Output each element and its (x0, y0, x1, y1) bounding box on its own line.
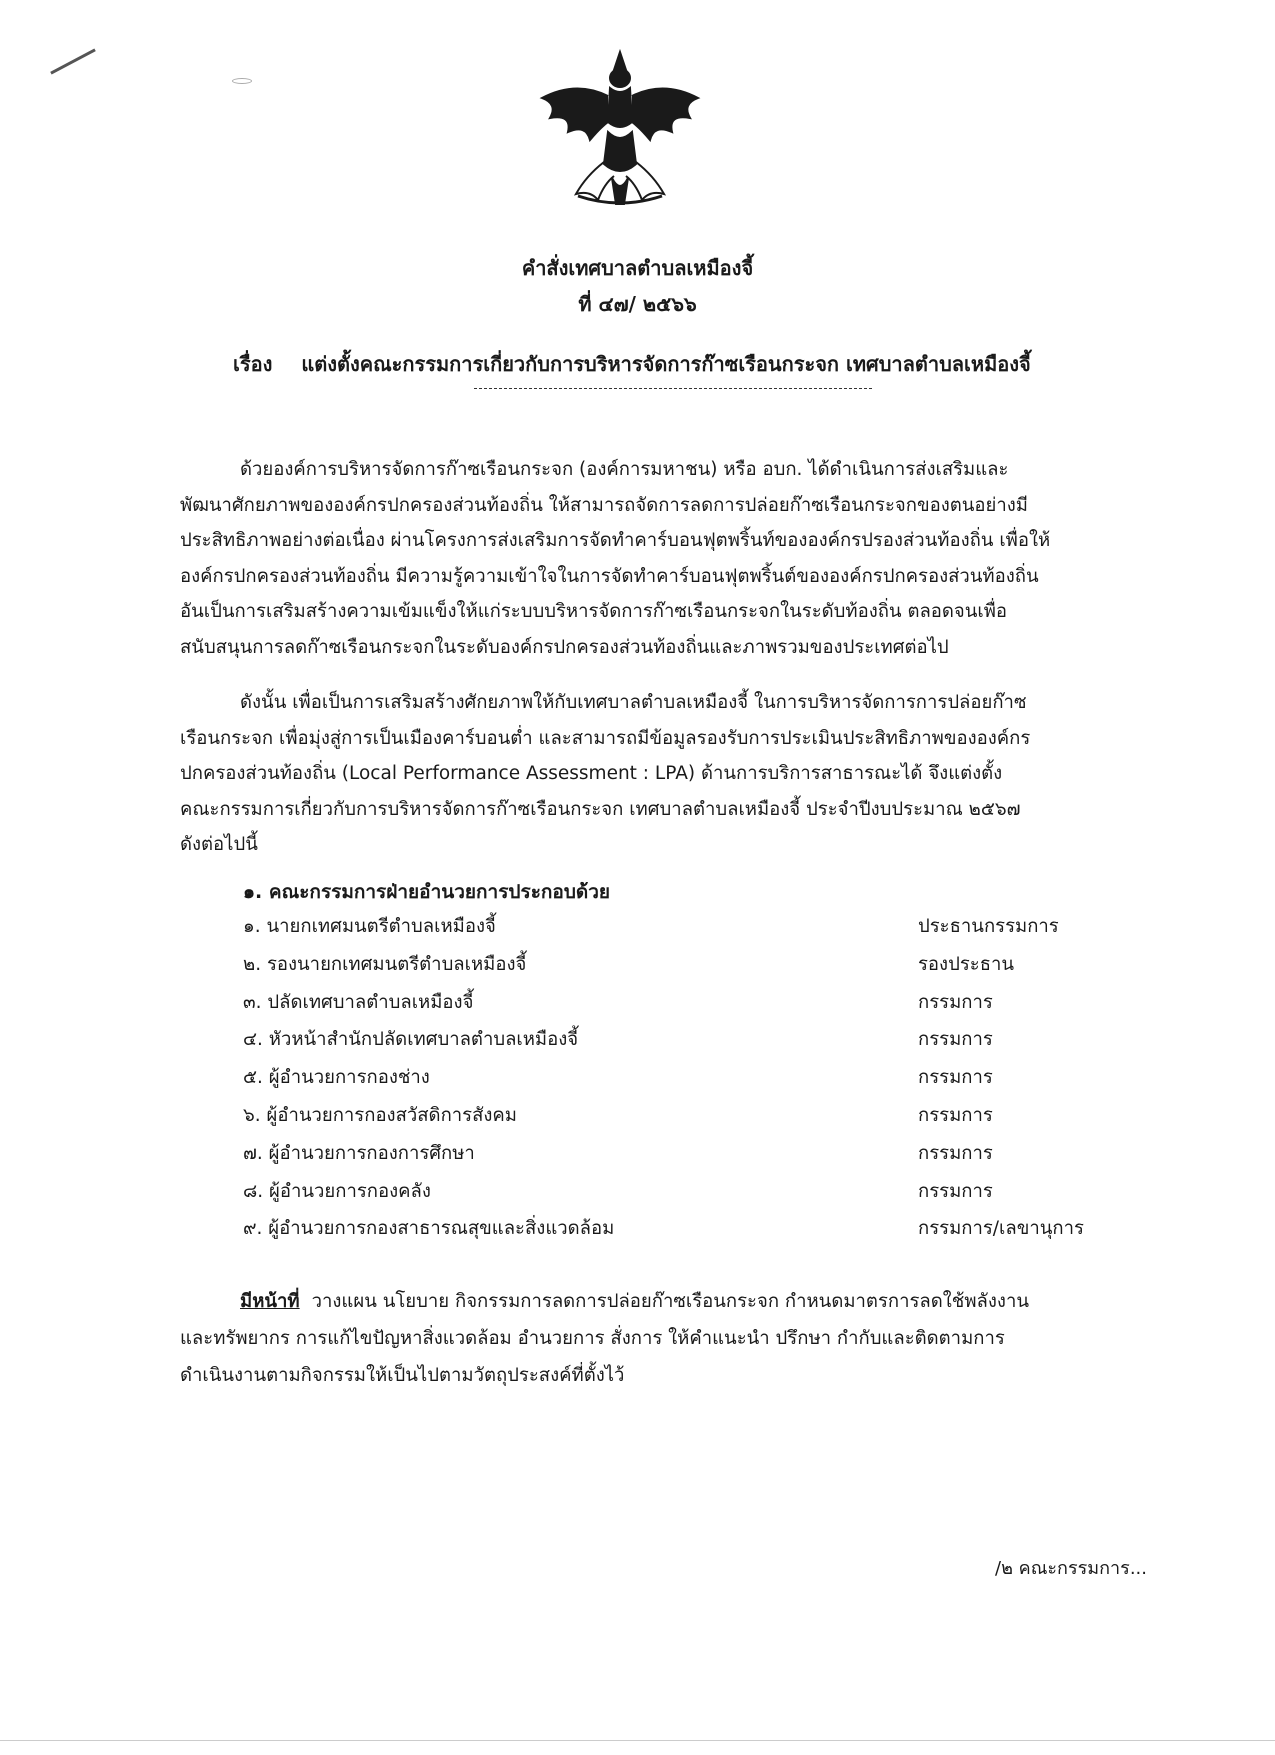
committee-list (243, 908, 1123, 1248)
paper-speck (232, 78, 252, 84)
section-heading: ๑. คณะกรรมการฝ่ายอำนวยการประกอบด้วย (243, 881, 611, 903)
scan-edge (0, 1740, 1275, 1741)
member-name: ๒. รองนายกเทศมนตรีตำบลเหมืองจี้ (243, 953, 527, 975)
member-name: ๗. ผู้อำนวยการกองการศึกษา (243, 1142, 475, 1164)
member-role: กรรมการ (918, 1180, 993, 1202)
member-name: ๘. ผู้อำนวยการกองคลัง (243, 1180, 431, 1202)
paragraph-line: คณะกรรมการเกี่ยวกับการบริหารจัดการก๊าซเรือนกระจก เทศบาลตำบลเหมืองจี้ ประจำปีงบประมาณ ๒๕๖๗ (180, 798, 1021, 820)
duty-line: และทรัพยากร การแก้ไขปัญหาสิ่งแวดล้อม อำนวยการ สั่งการ ให้คำแนะนำ ปรึกษา กำกับและติดตามการ (180, 1328, 1005, 1349)
member-role: กรรมการ (918, 1104, 993, 1126)
duty-text: วางแผน นโยบาย กิจกรรมการลดการปล่อยก๊าซเรือนกระจก กำหนดมาตรการลดใช้พลังงาน (311, 1291, 1029, 1312)
member-name: ๑. นายกเทศมนตรีตำบลเหมืองจี้ (243, 916, 496, 937)
subject-label: เรื่อง (233, 352, 273, 376)
member-role: กรรมการ (918, 1142, 993, 1164)
committee-member (243, 908, 1123, 946)
separator-dashes (474, 388, 872, 389)
paragraph-line: ปกครองส่วนท้องถิ่น (Local Performance Assessment : LPA) ด้านการบริการสาธารณะได้ จึงแต่งตั้ง (180, 763, 1003, 784)
committee-member (243, 1059, 1123, 1097)
subject-line (233, 348, 1031, 380)
paragraph-intro (180, 452, 1138, 665)
member-name: ๕. ผู้อำนวยการกองช่าง (243, 1067, 430, 1089)
committee-member (243, 984, 1123, 1022)
member-role: กรรมการ (918, 991, 993, 1013)
member-role: ประธานกรรมการ (918, 916, 1059, 937)
paragraph-line: ด้วยองค์การบริหารจัดการก๊าซเรือนกระจก (องค์การมหาชน) หรือ อบก. ได้ดำเนินการส่งเสริมและ (240, 459, 1009, 480)
paragraph-line: สนับสนุนการลดก๊าซเรือนกระจกในระดับองค์กรปกครองส่วนท้องถิ่นและภาพรวมของประเทศต่อไป (180, 636, 949, 658)
subject-text: แต่งตั้งคณะกรรมการเกี่ยวกับการบริหารจัดการก๊าซเรือนกระจก เทศบาลตำบลเหมืองจี้ (301, 352, 1031, 376)
paragraph-line: พัฒนาศักยภาพขององค์กรปกครองส่วนท้องถิ่น ให้สามารถจัดการลดการปล่อยก๊าซเรือนกระจกของตนอย่างมี (180, 494, 1028, 516)
paragraph-line: ดังนั้น เพื่อเป็นการเสริมสร้างศักยภาพให้กับเทศบาลตำบลเหมืองจี้ ในการบริหารจัดการการปล่อยก๊าซ (240, 692, 1027, 713)
committee-member (243, 1135, 1123, 1173)
member-role: กรรมการ/เลขานุการ (918, 1218, 1084, 1240)
committee-member (243, 1097, 1123, 1135)
document-title: คำสั่งเทศบาลตำบลเหมืองจี้ (521, 256, 754, 280)
paragraph-line: อันเป็นการเสริมสร้างความเข้มแข็งให้แก่ระบบบริหารจัดการก๊าซเรือนกระจกในระดับท้องถิ่น ตลอดจนเพื่อ (180, 601, 1008, 622)
member-name: ๖. ผู้อำนวยการกองสวัสดิการสังคม (243, 1104, 517, 1126)
member-role: รองประธาน (918, 953, 1015, 975)
member-name: ๓. ปลัดเทศบาลตำบลเหมืองจี้ (243, 991, 474, 1013)
paragraph-line: ประสิทธิภาพอย่างต่อเนื่อง ผ่านโครงการส่งเสริมการจัดทำคาร์บอนฟุตพริ้นท์ขององค์กรปรองส่วนท้องถิ่น เพื่อให้ (180, 530, 1051, 551)
duty-label: มีหน้าที่ (240, 1291, 300, 1312)
paragraph-line: เรือนกระจก เพื่อมุ่งสู่การเป็นเมืองคาร์บอนต่ำ และสามารถมีข้อมูลรองรับการประเมินประสิทธิภาพขององค์กร (180, 727, 1031, 749)
member-name: ๔. หัวหน้าสำนักปลัดเทศบาลตำบลเหมืองจี้ (243, 1029, 579, 1051)
paragraph-line: องค์กรปกครองส่วนท้องถิ่น มีความรู้ความเข้าใจในการจัดทำคาร์บอนฟุตพริ้นต์ขององค์กรปกครองส่วนท้องถิ่น (180, 565, 1039, 587)
member-role: กรรมการ (918, 1029, 993, 1051)
garuda-emblem-icon (528, 44, 712, 214)
paragraph-line: ดังต่อไปนี้ (180, 834, 258, 855)
member-name: ๙. ผู้อำนวยการกองสาธารณสุขและสิ่งแวดล้อม (243, 1218, 615, 1240)
continuation-note: /๒ คณะกรรมการ... (995, 1558, 1147, 1579)
committee-member (243, 1173, 1123, 1211)
member-role: กรรมการ (918, 1067, 993, 1089)
duty-first-line (180, 1283, 1140, 1320)
document-number: ที่ ๔๗/ ๒๕๖๖ (578, 292, 697, 316)
committee-member (243, 1210, 1123, 1248)
paragraph-order (180, 685, 1138, 863)
committee-member (243, 946, 1123, 984)
duty-paragraph (180, 1283, 1140, 1394)
pen-mark (50, 48, 96, 74)
duty-line: ดำเนินงานตามกิจกรรมให้เป็นไปตามวัตถุประสงค์ที่ตั้งไว้ (180, 1365, 625, 1386)
committee-member (243, 1021, 1123, 1059)
